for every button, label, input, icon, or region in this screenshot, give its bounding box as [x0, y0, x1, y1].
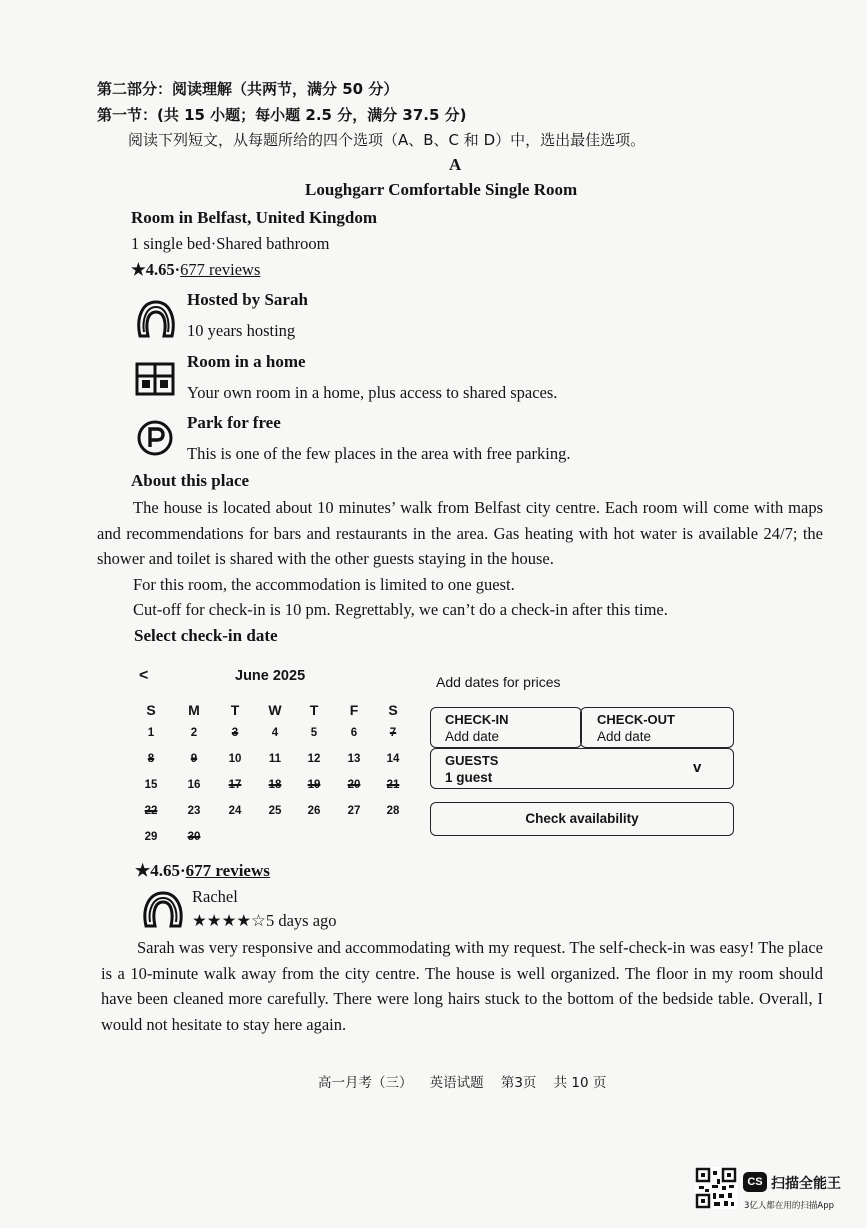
- reviewer-name: Rachel: [192, 887, 238, 906]
- calendar-day-unavailable: 22: [144, 805, 158, 817]
- part-title: 第二部分：阅读理解（共两节，满分 50 分）: [97, 80, 399, 98]
- about-heading: About this place: [131, 471, 250, 490]
- guests-select[interactable]: [430, 748, 734, 789]
- calendar-day-unavailable: 17: [228, 779, 242, 791]
- review-time: 5 days ago: [265, 911, 337, 930]
- feature-room-desc: Your own room in a home, plus access to shared spaces.: [187, 383, 558, 402]
- about-text: [97, 495, 823, 623]
- review-text: [101, 935, 823, 1037]
- calendar-day-unavailable: 21: [386, 779, 400, 791]
- review-paragraph: Sarah was very responsive and accommodating with my request. The self-check-in was easy! The place is a 10-minute walk away from the city centre. The house is well organized. The floor in my room should have been cleaned more carefully. There were long hairs stuck to the bottom of the bedside table. Overall, I would not hesitate to stay here again.: [101, 938, 823, 1034]
- reviews-summary: [135, 861, 270, 881]
- feature-room-title: Room in a home: [187, 352, 306, 371]
- weekday-header: T: [230, 702, 240, 718]
- calendar-day[interactable]: 2: [190, 727, 198, 739]
- feature-host-title: Hosted by Sarah: [187, 290, 308, 309]
- check-availability-label: Check availability: [525, 811, 639, 826]
- calendar-day[interactable]: 26: [307, 805, 321, 817]
- calendar-day[interactable]: 4: [271, 727, 279, 739]
- prices-hint: Add dates for prices: [436, 674, 561, 690]
- select-date-heading: Select check-in date: [134, 626, 278, 645]
- listing-title: Loughgarr Comfortable Single Room: [305, 180, 578, 199]
- about-paragraph-3: Cut-off for check-in is 10 pm. Regrettably, we can’t do a check-in after this time.: [133, 600, 668, 619]
- feature-host-desc: 10 years hosting: [187, 321, 296, 340]
- about-paragraph-2: For this room, the accommodation is limited to one guest.: [133, 574, 515, 594]
- calendar-day[interactable]: 16: [187, 779, 201, 791]
- about-paragraph-1: The house is located about 10 minutes’ walk from Belfast city centre. Each room will come with maps and recommendations for bars and restaurants in the area. Gas heating with hot water is available 24/7; the shower and toilet is shared with the other guests staying in the house.: [97, 498, 823, 568]
- calendar-day-unavailable: 19: [307, 779, 321, 791]
- feature-parking-title: Park for free: [187, 413, 281, 432]
- parking-icon: [136, 419, 174, 457]
- reviewer-avatar-icon: [140, 890, 186, 928]
- reviews-link[interactable]: 677 reviews: [180, 260, 261, 279]
- check-in-value: Add date: [445, 729, 500, 744]
- weekday-header: S: [146, 702, 156, 718]
- calendar-day-unavailable: 18: [268, 779, 282, 791]
- weekday-header: T: [309, 702, 319, 718]
- calendar-day[interactable]: 14: [386, 753, 400, 765]
- calendar-day[interactable]: 10: [228, 753, 242, 765]
- listing-rating: [131, 260, 260, 280]
- calendar-day[interactable]: 6: [350, 727, 358, 739]
- check-out-label: CHECK-OUT: [597, 712, 675, 727]
- weekday-header: F: [349, 702, 359, 718]
- prev-month-button[interactable]: <: [139, 667, 149, 684]
- passage-letter: A: [449, 155, 462, 174]
- calendar-day[interactable]: 15: [144, 779, 158, 791]
- calendar-day[interactable]: 5: [310, 727, 318, 739]
- instruction: 阅读下列短文，从每题所给的四个选项（A、B、C 和 D）中，选出最佳选项。: [128, 131, 646, 149]
- calendar-day[interactable]: 23: [187, 805, 201, 817]
- check-out-field[interactable]: [580, 707, 734, 748]
- calendar-day-unavailable: 20: [347, 779, 361, 791]
- rating-prefix: ★4.65·: [131, 260, 181, 279]
- reviews-count-link[interactable]: 677 reviews: [185, 861, 270, 880]
- calendar-day-unavailable: 7: [389, 727, 397, 739]
- weekday-header: M: [188, 702, 200, 718]
- review-meta: [192, 911, 337, 931]
- check-out-value: Add date: [597, 729, 652, 744]
- calendar-day[interactable]: 27: [347, 805, 361, 817]
- calendar-day-unavailable: 30: [187, 831, 201, 843]
- chevron-down-icon: v: [693, 759, 702, 776]
- check-in-field[interactable]: [430, 707, 582, 748]
- calendar-day[interactable]: 11: [268, 753, 282, 765]
- calendar-day[interactable]: 13: [347, 753, 361, 765]
- weekday-header: W: [268, 702, 282, 718]
- calendar-day-unavailable: 3: [231, 727, 239, 739]
- calendar-day[interactable]: 24: [228, 805, 242, 817]
- qr-code-icon: [695, 1167, 737, 1209]
- review-stars: ★★★★☆: [192, 911, 266, 930]
- guests-label: GUESTS: [445, 753, 499, 768]
- watermark-name: 扫描全能王: [771, 1176, 841, 1192]
- feature-parking-desc: This is one of the few places in the area with free parking.: [187, 444, 571, 463]
- check-in-label: CHECK-IN: [445, 712, 509, 727]
- calendar-day-unavailable: 8: [147, 753, 155, 765]
- calendar-day-unavailable: 9: [190, 753, 198, 765]
- calendar-month: June 2025: [235, 668, 306, 684]
- calendar-day[interactable]: 29: [144, 831, 158, 843]
- section-subtitle: 第一节：(共 15 小题；每小题 2.5 分，满分 37.5 分): [97, 106, 467, 124]
- check-availability-button[interactable]: [430, 802, 734, 836]
- calendar-day[interactable]: 12: [307, 753, 321, 765]
- calendar-day[interactable]: 28: [386, 805, 400, 817]
- listing-details: 1 single bed·Shared bathroom: [131, 234, 330, 253]
- camscanner-logo-icon: CS: [743, 1172, 767, 1192]
- guests-value: 1 guest: [445, 770, 493, 785]
- weekday-header: S: [388, 702, 398, 718]
- page-footer: 高一月考（三） 英语试题 第3页 共 10 页: [318, 1075, 607, 1091]
- host-avatar-icon: [134, 298, 178, 338]
- watermark-tagline: 3亿人都在用的扫描App: [744, 1201, 835, 1211]
- listing-location: Room in Belfast, United Kingdom: [131, 208, 378, 227]
- calendar-day[interactable]: 25: [268, 805, 282, 817]
- home-icon: [134, 360, 176, 398]
- calendar-day[interactable]: 1: [147, 727, 155, 739]
- reviews-rating: ★4.65·: [135, 861, 186, 880]
